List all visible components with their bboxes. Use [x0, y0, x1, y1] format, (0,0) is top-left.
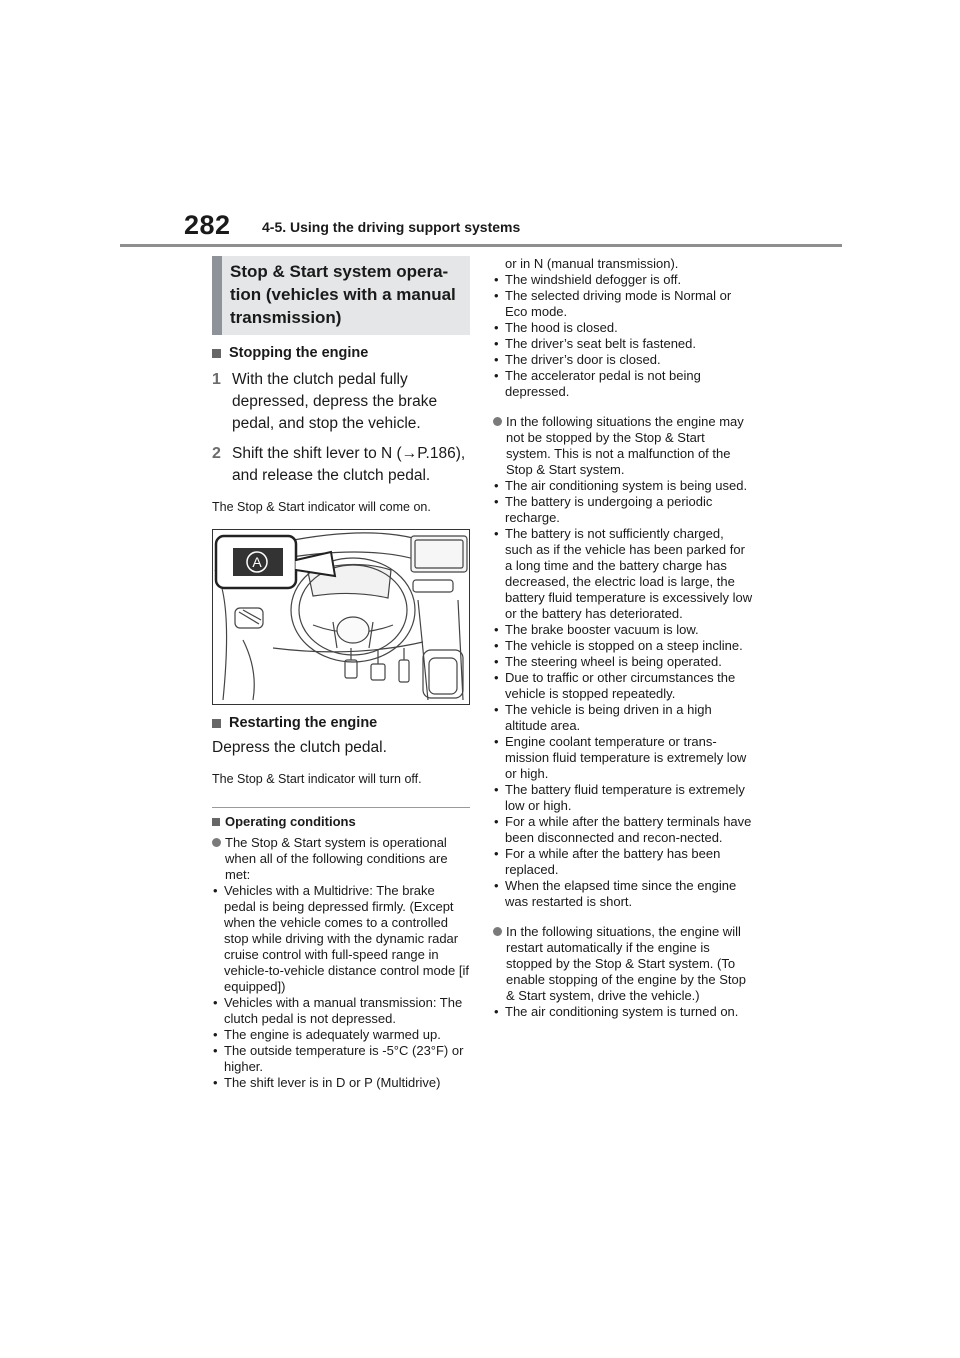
not-stopped-list	[493, 478, 753, 910]
circle-bullet-icon	[212, 838, 221, 847]
list-item: • Vehicles with a manual transmission: The clutch pedal is not depressed.	[212, 995, 470, 1027]
square-bullet-icon	[212, 719, 221, 728]
dashboard-drawing	[213, 530, 469, 704]
restart-heading-text: Restarting the engine	[229, 715, 378, 731]
list-item: • The driver’s seat belt is fastened.	[493, 336, 753, 352]
operating-conditions-rule	[212, 807, 470, 808]
not-stopped-intro-text: In the following situations the engine may not be stopped by the Stop & Start system. This is not a malfunction of the Stop & Start system.	[506, 414, 744, 477]
list-item: • Due to traffic or other circumstances the vehicle is stopped repeatedly.	[493, 670, 753, 702]
circle-bullet-icon	[493, 927, 502, 936]
section-header: 4-5. Using the driving support systems	[262, 219, 521, 235]
list-item: • The selected driving mode is Normal or Eco mode.	[493, 288, 753, 320]
list-item: • The vehicle is stopped on a steep incline.	[493, 638, 753, 654]
list-item: • Vehicles with a Multidrive: The brake pedal is being depressed firmly. (Except when the vehicle comes to a controlled stop while driving with the dynamic radar cruise control with full-speed range in vehicle-to-vehicle distance control mode [if equipped])	[212, 883, 470, 995]
step-number: 2	[212, 445, 221, 462]
list-item: • The shift lever is in D or P (Multidrive)	[212, 1075, 470, 1091]
list-item: • For a while after the battery terminals have been disconnected and recon-nected.	[493, 814, 753, 846]
step-2	[212, 443, 470, 487]
list-item: • The hood is closed.	[493, 320, 753, 336]
list-item: • Engine coolant temperature or trans-mission fluid temperature is extremely low or high.	[493, 734, 753, 782]
left-column	[212, 256, 470, 1091]
restart-text: Depress the clutch pedal.	[212, 739, 387, 756]
callout-label: A	[252, 554, 262, 570]
stopping-heading-text: Stopping the engine	[229, 345, 369, 361]
list-item: • The engine is adequately warmed up.	[212, 1027, 470, 1043]
indicator-off-note: The Stop & Start indicator will turn off.	[212, 772, 422, 786]
list-item: • The brake booster vacuum is low.	[493, 622, 753, 638]
square-bullet-icon	[212, 349, 221, 358]
list-item: • The outside temperature is -5°C (23°F) or higher.	[212, 1043, 470, 1075]
restart-heading	[212, 715, 470, 731]
list-item: • For a while after the battery has been replaced.	[493, 846, 753, 878]
step-text: Shift the shift lever to N (→P.186), and release the clutch pedal.	[232, 445, 466, 484]
operating-conditions-list-cont	[493, 272, 753, 400]
stopping-heading	[212, 345, 470, 361]
step-text: With the clutch pedal fully depressed, depress the brake pedal, and stop the vehicle.	[232, 371, 438, 432]
list-item: • The accelerator pedal is not being depressed.	[493, 368, 753, 400]
list-item: • The battery fluid temperature is extremely low or high.	[493, 782, 753, 814]
list-item: • The driver’s door is closed.	[493, 352, 753, 368]
page-number: 282	[184, 210, 231, 240]
square-bullet-icon	[212, 818, 220, 826]
operating-conditions-heading	[212, 814, 470, 829]
list-item: • The air conditioning system is being used.	[493, 478, 753, 494]
operating-conditions-intro-text: The Stop & Start system is operational when all of the following conditions are met:	[225, 835, 448, 882]
right-column	[493, 256, 753, 1020]
list-item: • The vehicle is being driven in a high altitude area.	[493, 702, 753, 734]
operating-conditions-heading-text: Operating conditions	[225, 814, 356, 829]
list-item: • The air conditioning system is turned on.	[493, 1004, 753, 1020]
circle-bullet-icon	[493, 417, 502, 426]
list-item: • When the elapsed time since the engine was restarted is short.	[493, 878, 753, 910]
list-item: • The windshield defogger is off.	[493, 272, 753, 288]
step-1	[212, 369, 470, 435]
list-item: • The steering wheel is being operated.	[493, 654, 753, 670]
title-box	[212, 256, 470, 335]
not-stopped-intro	[493, 414, 753, 478]
operating-conditions-list	[212, 883, 470, 1091]
header-rule	[120, 244, 842, 247]
auto-restart-intro-text: In the following situations, the engine will restart automatically if the engine is stopped by the Stop & Start system. (To enable stopping of the engine by the Stop & Start system, drive the vehicle.)	[506, 924, 746, 1003]
dashboard-illustration	[212, 529, 470, 705]
indicator-on-note: The Stop & Start indicator will come on.	[212, 500, 431, 514]
auto-restart-list	[493, 1004, 753, 1020]
auto-restart-intro	[493, 924, 753, 1004]
operating-conditions-intro	[212, 835, 470, 883]
list-item-continuation: or in N (manual transmission).	[505, 256, 679, 271]
list-item: • The battery is not sufficiently charged, such as if the vehicle has been parked for a long time and the battery charge has decreased, the electric load is large, the battery fluid temperature is excessively low or the battery has deteriorated.	[493, 526, 753, 622]
list-item: • The battery is undergoing a periodic recharge.	[493, 494, 753, 526]
section-title: Stop & Start system opera-tion (vehicles with a manual transmission)	[230, 262, 456, 327]
step-number: 1	[212, 371, 221, 388]
